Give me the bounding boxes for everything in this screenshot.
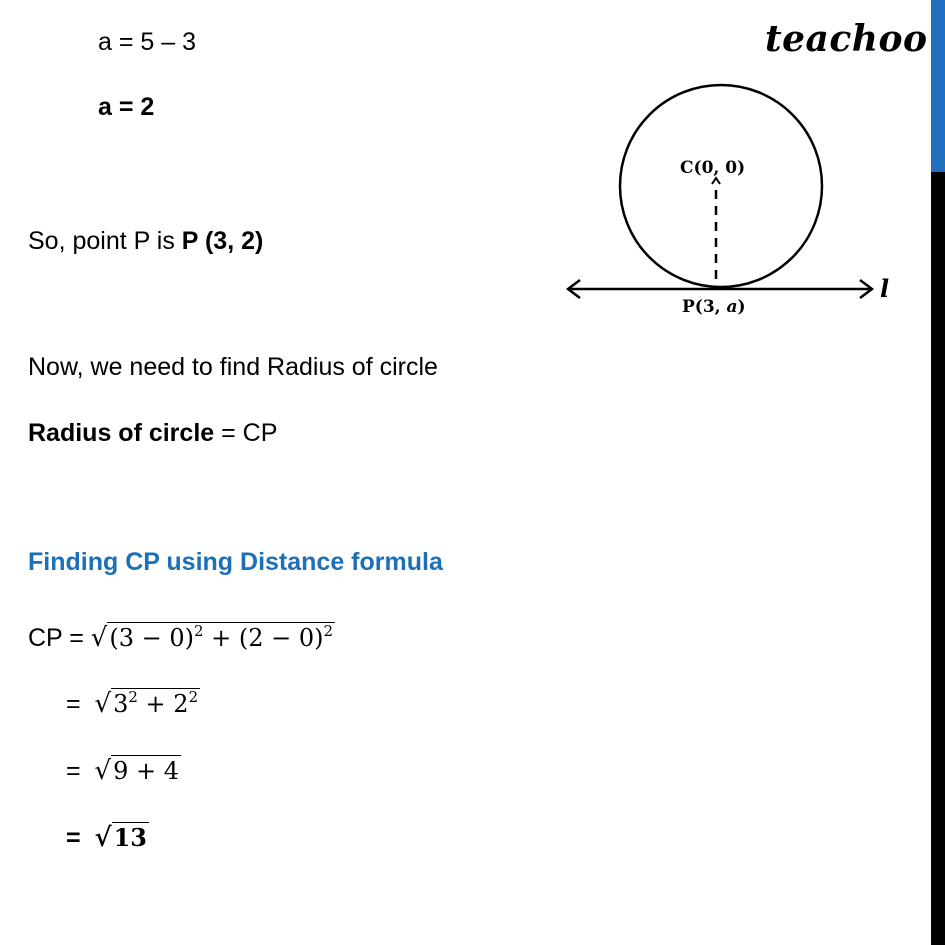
sqrt-icon: √ (94, 823, 112, 853)
point-prefix: So, point P is (28, 227, 182, 255)
radius-equals: = CP (214, 419, 278, 447)
sidebar-accent-bar (931, 0, 945, 172)
radius-arrowhead-icon (712, 178, 720, 184)
point-value: P (3, 2) (181, 227, 264, 255)
line-label: l (880, 274, 890, 303)
step-4-result: = √13 (66, 823, 148, 853)
center-label: C(0, 0) (680, 158, 746, 178)
section-heading: Finding CP using Distance formula (28, 548, 443, 576)
step-3: = √9 + 4 (66, 756, 179, 786)
circle-tangent-figure (560, 80, 900, 325)
sqrt-icon: √ (94, 689, 112, 719)
sqrt-expression-4: √13 (94, 823, 148, 853)
sqrt-icon: √ (90, 623, 108, 653)
cp-prefix: CP = (28, 624, 91, 652)
circle (620, 85, 822, 287)
step-2: = $√3^2 + 2^2$ (66, 688, 199, 719)
cp-formula (28, 622, 335, 653)
teachoo-logo: teachoo (765, 18, 928, 60)
radius-label: Radius of circle (28, 419, 215, 447)
radius-intro: Now, we need to find Radius of circle (28, 353, 438, 381)
equation-a-minus: a = 5 – 3 (98, 28, 196, 56)
point-statement (28, 226, 263, 256)
sqrt-expression-2: $√3^2 + 2^2$ (94, 688, 199, 719)
sqrt-expression-1: $√(3 - 0)^2 + (2 - 0)^2$ (90, 622, 334, 653)
equation-a-result: a = 2 (98, 93, 155, 121)
radius-definition (28, 418, 277, 448)
sqrt-icon: √ (94, 756, 112, 786)
sqrt-expression-3: √9 + 4 (94, 756, 179, 786)
point-label: P(3, a) (682, 297, 746, 317)
